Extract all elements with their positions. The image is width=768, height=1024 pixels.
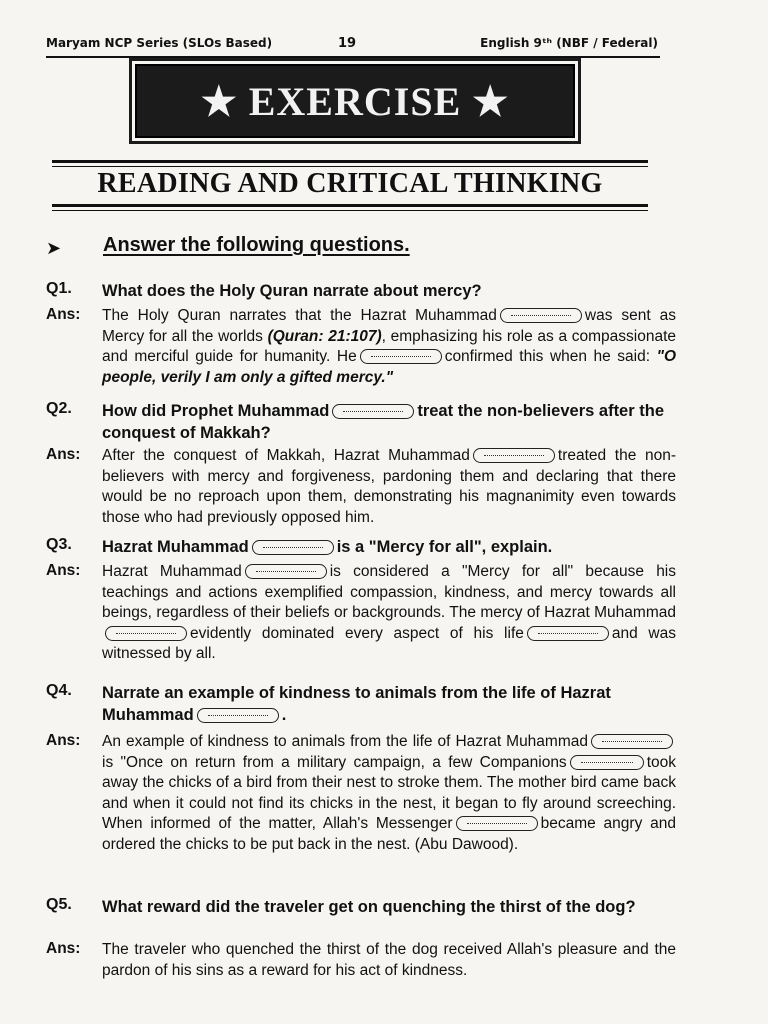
answer-part: was sent as Mercy for all the worlds: [102, 307, 676, 345]
answer-2: [46, 446, 676, 528]
answer-part: An example of kindness to animals from the life of Hazrat Muhammad: [102, 733, 588, 750]
honorific-calligraphy: [500, 308, 582, 323]
exercise-title: ★ EXERCISE ★: [200, 78, 510, 124]
question-1: [46, 280, 676, 302]
answer-part: took away the chicks of a bird from their nest to stroke them. The mother bird came back and when it could not find its chicks in the nest, it began to fly around screeching. When informed of the matter, Allah's Messenger: [102, 753, 676, 832]
honorific-calligraphy: [332, 404, 414, 419]
question-label: Q5.: [46, 896, 72, 913]
answer-part: is "Once on return from a military campaign, a few Companions: [102, 753, 567, 771]
honorific-calligraphy: [252, 540, 334, 555]
question-label: Q3.: [46, 536, 72, 553]
answer-1: [46, 306, 676, 388]
section-rule-bottom-thin: [52, 210, 648, 211]
answer-part: After the conquest of Makkah, Hazrat Muhammad: [102, 447, 470, 464]
honorific-calligraphy: [245, 564, 327, 579]
question-part: treat the non-believers after the conquest of Makkah?: [102, 402, 664, 442]
instruction: [46, 234, 566, 264]
section-rule-top: [52, 160, 648, 163]
question-text: What reward did the traveler get on quenching the thirst of the dog?: [102, 898, 636, 916]
quran-reference: (Quran: 21:107): [267, 327, 382, 345]
answer-label: Ans:: [46, 940, 81, 957]
answer-4: [46, 732, 676, 855]
answer-part: and was witnessed by all.: [102, 624, 676, 662]
honorific-calligraphy: [197, 708, 279, 723]
question-5: [46, 896, 676, 918]
answer-part: evidently dominated every aspect of his life: [190, 624, 524, 642]
honorific-calligraphy: [473, 448, 555, 463]
question-part: Narrate an example of kindness to animals from the life of Hazrat Muhammad: [102, 684, 611, 724]
answer-3: [46, 562, 676, 665]
question-text: [102, 682, 676, 726]
header-divider: [46, 56, 660, 58]
honorific-calligraphy: [105, 626, 187, 641]
quote: "O people, verily I am only a gifted mercy.": [102, 348, 677, 386]
question-2: [46, 400, 676, 444]
answer-part: became angry and ordered the chicks to be put back in the nest. (Abu Dawood).: [102, 815, 676, 853]
question-part: .: [281, 706, 287, 724]
answer-part: treated the non-believers with mercy and forgiveness, pardoning them and declaring that there would be no reproach upon them, demonstrating his magnanimity even towards those who had previously opposed him.: [102, 447, 676, 526]
section-title: READING AND CRITICAL THINKING: [97, 168, 603, 199]
answer-part: is considered a "Mercy for all" because his teachings and actions exemplified compassion, kindness, and mercy towards all beings, regardless of their beliefs or backgrounds. The mercy of Hazrat Muhammad: [102, 563, 677, 621]
honorific-calligraphy: [527, 626, 609, 641]
honorific-calligraphy: [456, 816, 538, 831]
subject-title: English 9ᵗʰ (NBF / Federal): [480, 36, 658, 50]
question-3: [46, 536, 676, 558]
question-label: Q2.: [46, 400, 72, 417]
question-label: Q4.: [46, 682, 72, 699]
answer-text: [102, 306, 676, 388]
answer-part: confirmed this when he said:: [444, 348, 651, 365]
answer-part: Hazrat Muhammad: [102, 563, 242, 580]
instruction-text: Answer the following questions.: [103, 234, 410, 256]
answer-label: Ans:: [46, 562, 81, 579]
question-part: How did Prophet Muhammad: [102, 402, 330, 420]
answer-text: [102, 732, 676, 855]
series-title: Maryam NCP Series (SLOs Based): [46, 36, 273, 50]
answer-text: The traveler who quenched the thirst of the dog received Allah's pleasure and the pardon of his sins as a reward for his act of kindness.: [102, 941, 676, 979]
honorific-calligraphy: [360, 349, 442, 364]
honorific-calligraphy: [591, 734, 673, 749]
answer-label: Ans:: [46, 732, 81, 749]
answer-label: Ans:: [46, 306, 81, 323]
question-text: [102, 536, 676, 558]
answer-text: [102, 562, 676, 665]
section-rule-bottom: [52, 204, 648, 207]
companions-calligraphy: [570, 755, 644, 770]
page-number: 19: [338, 36, 357, 51]
question-part: is a "Mercy for all", explain.: [336, 538, 553, 556]
question-part: Hazrat Muhammad: [102, 538, 249, 556]
question-label: Q1.: [46, 280, 72, 297]
answer-text: [102, 446, 676, 528]
section-rule-top-thin: [52, 166, 648, 167]
answer-label: Ans:: [46, 446, 81, 463]
answer-5: [46, 940, 676, 981]
exercise-banner: [135, 64, 575, 138]
page-header: [46, 36, 658, 58]
question-4: [46, 682, 676, 726]
question-text: What does the Holy Quran narrate about mercy?: [102, 282, 482, 300]
arrow-bullet-icon: ➤: [46, 238, 62, 258]
question-text: [102, 400, 676, 444]
answer-part: , emphasizing his role as a compassionate and merciful guide for humanity. He: [102, 327, 677, 365]
answer-part: The Holy Quran narrates that the Hazrat Muhammad: [102, 307, 497, 324]
